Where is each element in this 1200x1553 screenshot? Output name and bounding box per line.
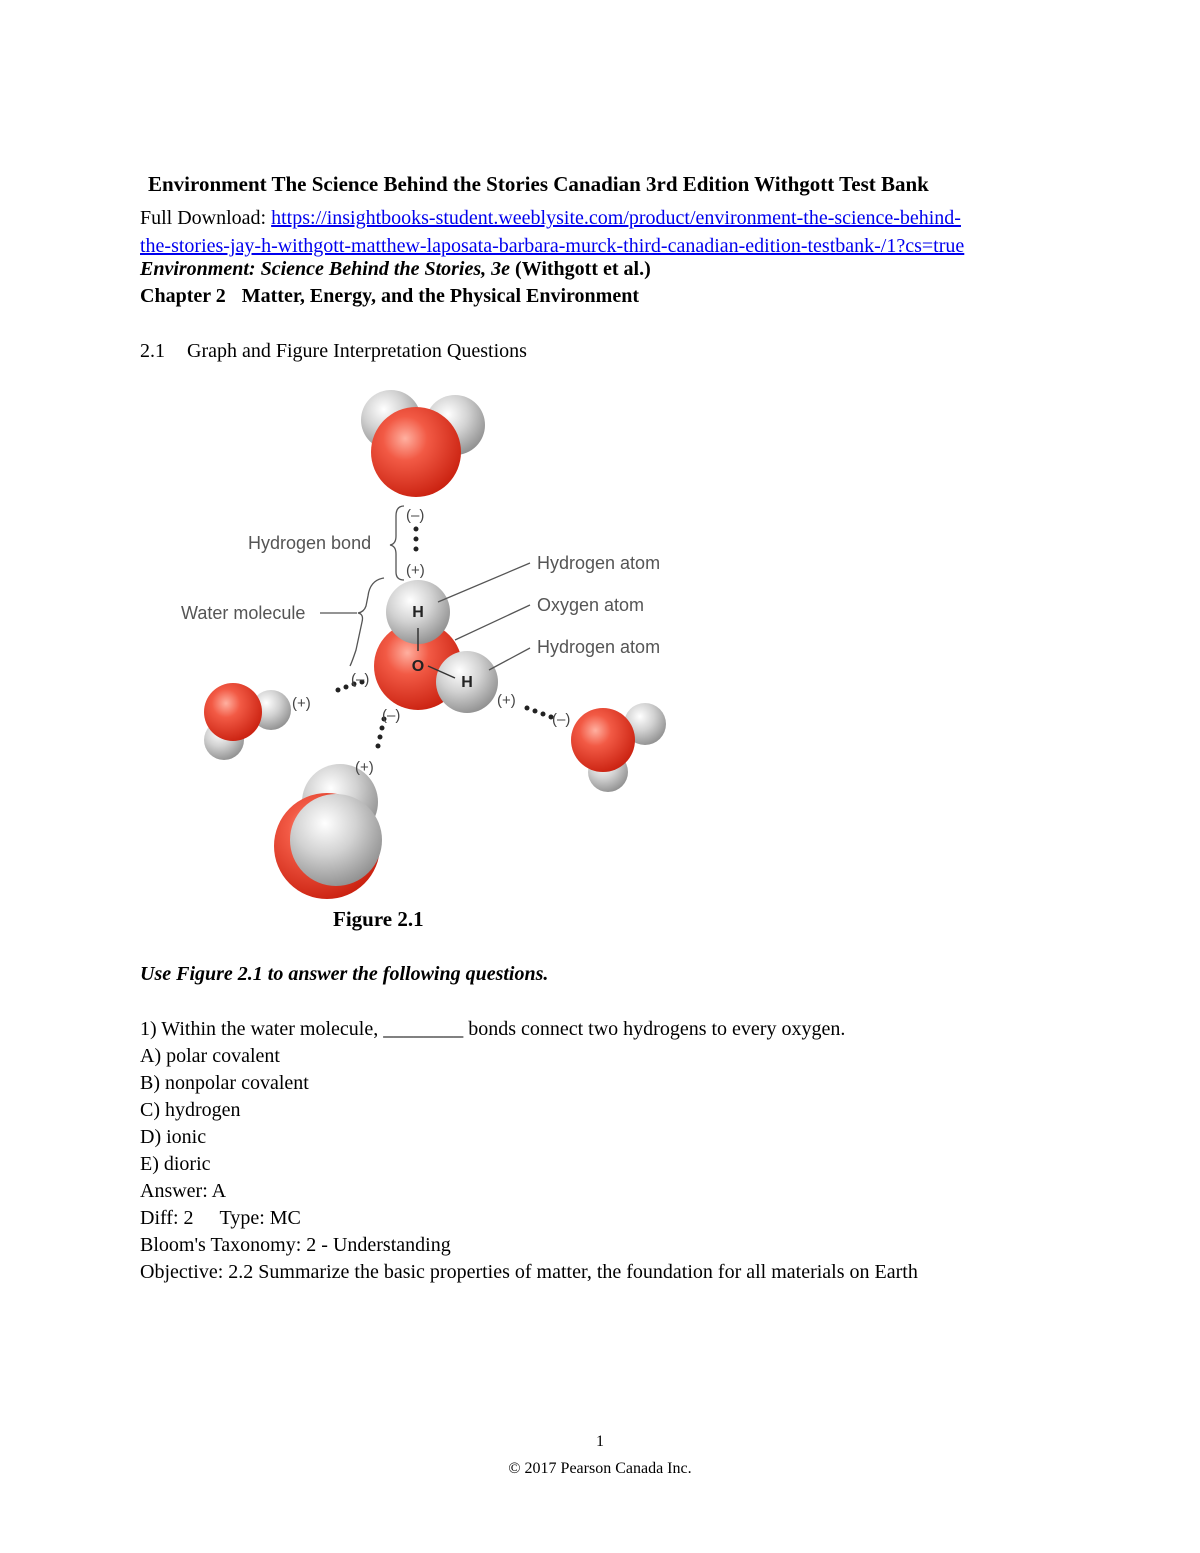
option-b: B) nonpolar covalent bbox=[140, 1072, 309, 1094]
water-molecule-top bbox=[361, 390, 485, 497]
hydrogen-bond-label: Hydrogen bond bbox=[248, 533, 372, 553]
section-title: Graph and Figure Interpretation Questions bbox=[187, 340, 527, 362]
hydrogen-atom-bottom-leader bbox=[489, 648, 530, 670]
book-authors: (Withgott et al.) bbox=[515, 258, 651, 280]
chapter-title: Matter, Energy, and the Physical Environment bbox=[241, 285, 639, 307]
answer: Answer: A bbox=[140, 1180, 227, 1202]
h-symbol-top: H bbox=[412, 604, 424, 621]
water-molecule-bottom bbox=[274, 764, 382, 899]
question-type: Type: MC bbox=[219, 1207, 301, 1229]
option-d: D) ionic bbox=[140, 1126, 207, 1148]
question-block bbox=[140, 1016, 1040, 1286]
hydrogen-atom-bottom-label: Hydrogen atom bbox=[537, 637, 661, 657]
chapter-number: Chapter 2 bbox=[140, 285, 226, 307]
water-molecule-figure bbox=[170, 385, 700, 910]
instructions: Use Figure 2.1 to answer the following questions. bbox=[140, 963, 549, 985]
water-molecule-center bbox=[374, 580, 498, 713]
section-heading bbox=[140, 340, 527, 363]
hydrogen-bond-bracket bbox=[390, 506, 404, 580]
charge-neg-left: (–) bbox=[351, 671, 370, 688]
copyright: © 2017 Pearson Canada Inc. bbox=[508, 1460, 692, 1477]
oxygen-atom-leader bbox=[455, 605, 530, 640]
diff-type-line bbox=[140, 1205, 1040, 1232]
h-symbol-right: H bbox=[461, 674, 473, 691]
download-label: Full Download: bbox=[140, 207, 267, 229]
book-title: Environment: Science Behind the Stories, 3e bbox=[140, 258, 511, 280]
question-stem: 1) Within the water molecule, ________ bonds connect two hydrogens to every oxygen. bbox=[140, 1018, 846, 1040]
option-e: E) dioric bbox=[140, 1153, 211, 1175]
figure-caption: Figure 2.1 bbox=[333, 907, 424, 931]
chapter-heading bbox=[140, 285, 639, 308]
hydrogen-atom-top-leader bbox=[438, 563, 530, 602]
hydrogen-atom-top-label: Hydrogen atom bbox=[537, 553, 661, 573]
water-molecule-right bbox=[571, 703, 666, 792]
difficulty: Diff: 2 bbox=[140, 1207, 194, 1229]
oxygen-atom-label: Oxygen atom bbox=[537, 595, 645, 615]
download-link[interactable]: https://insightbooks-student.weeblysite.com/product/environment-the-science-behind- the-stories-jay-h-withgott-matthew-laposata-barbara-murck-third-canadian-edition-testbank-/1?cs=true bbox=[140, 207, 965, 257]
charge-neg-top: (–) bbox=[406, 507, 425, 524]
charge-pos-top: (+) bbox=[406, 562, 425, 579]
page-number: 1 bbox=[596, 1433, 604, 1450]
charge-neg-bottom: (–) bbox=[382, 707, 401, 724]
water-molecule-label: Water molecule bbox=[181, 603, 306, 623]
bloom-taxonomy: Bloom's Taxonomy: 2 - Understanding bbox=[140, 1234, 451, 1256]
book-citation bbox=[140, 258, 651, 281]
water-molecule-left bbox=[204, 683, 291, 760]
charge-neg-right: (–) bbox=[552, 711, 571, 728]
option-a: A) polar covalent bbox=[140, 1045, 280, 1067]
charge-pos-left: (+) bbox=[292, 695, 311, 712]
download-block bbox=[140, 204, 1070, 260]
o-symbol: O bbox=[411, 658, 425, 675]
charge-pos-bottom: (+) bbox=[355, 759, 374, 776]
option-c: C) hydrogen bbox=[140, 1099, 241, 1121]
charge-pos-right: (+) bbox=[497, 692, 516, 709]
section-number: 2.1 bbox=[140, 340, 165, 362]
document-title: Environment The Science Behind the Stories Canadian 3rd Edition Withgott Test Bank bbox=[148, 172, 929, 196]
objective: Objective: 2.2 Summarize the basic properties of matter, the foundation for all materials on Earth bbox=[140, 1261, 918, 1283]
